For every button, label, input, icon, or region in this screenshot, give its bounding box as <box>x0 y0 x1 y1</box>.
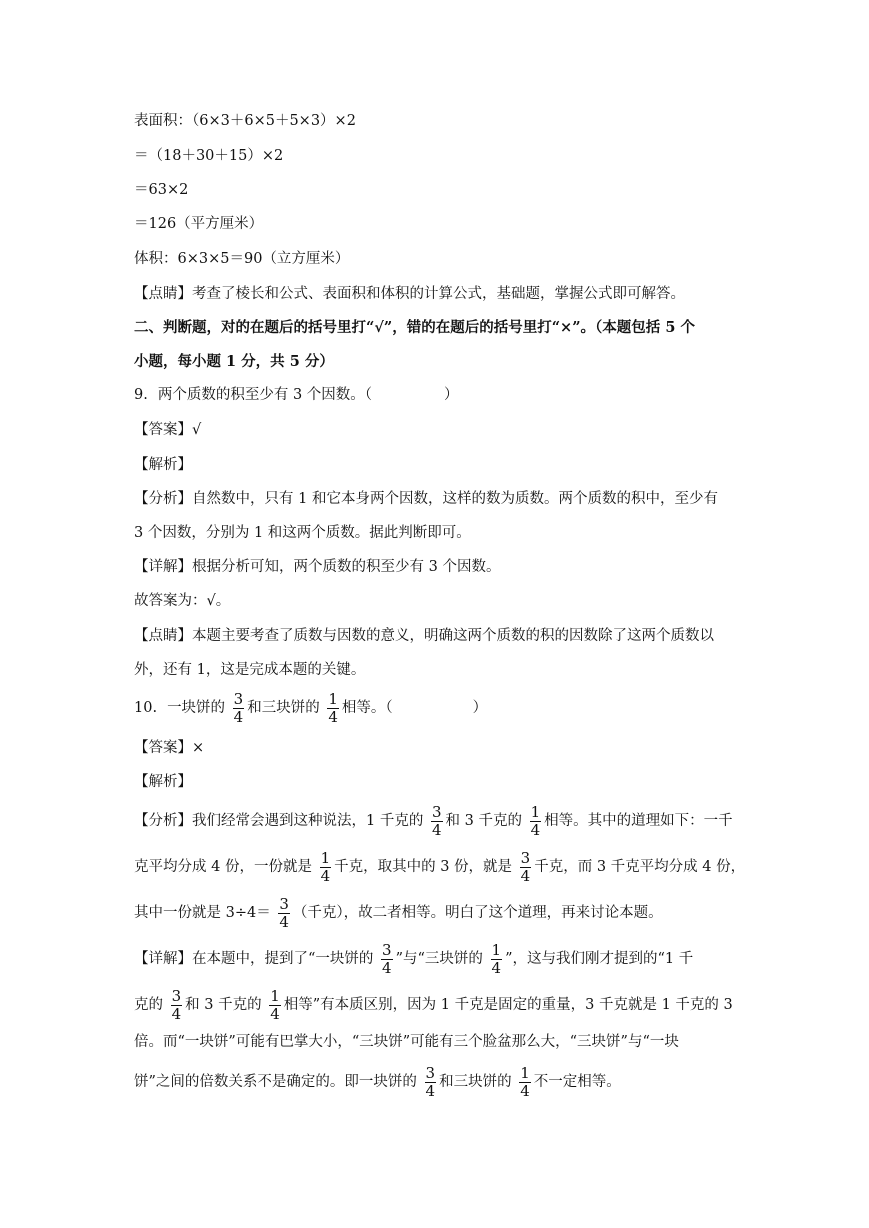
fraction-3-4: $\frac{3}{4}$ <box>431 802 442 839</box>
question-10: 10. 一块饼的 $\frac{3}{4}$ 和三块饼的 $\frac{1}{4}$ 相等。（ ） <box>134 689 488 726</box>
q10-analysis-line2: 克平均分成 4 份，一份就是 $\frac{1}{4}$ 千克，取其中的 3 份，就是 $\frac{3}{4}$ 千克，而 3 千克平均分成 4 份， <box>134 848 746 885</box>
calc-step-3: ＝126（平方厘米） <box>134 216 264 232</box>
section-heading-line1: 二、判断题，对的在题后的括号里打“√”，错的在题后的括号里打“×”。（本题包括 5 个 <box>134 319 695 336</box>
surface-area-line: 表面积：（6×3＋6×5＋5×3）×2 <box>134 113 356 129</box>
q10-answer: 【答案】× <box>134 740 205 756</box>
fraction-3-4: $\frac{3}{4}$ <box>279 894 289 931</box>
question-number: 10. <box>134 700 158 716</box>
answer-mark: × <box>192 740 205 756</box>
fraction-1-4: $\frac{1}{4}$ <box>520 1063 530 1100</box>
fraction-3-4: $\frac{3}{4}$ <box>520 848 531 885</box>
fraction-3-4: $\frac{3}{4}$ <box>425 1063 436 1100</box>
fraction-1-4: $\frac{1}{4}$ <box>530 802 541 839</box>
point-q8: 【点睛】考查了棱长和公式、表面积和体积的计算公式，基础题，掌握公式即可解答。 <box>134 286 685 302</box>
q9-detail: 【详解】根据分析可知，两个质数的积至少有 3 个因数。 <box>134 559 501 575</box>
q9-analysis-line2: 3 个因数，分别为 1 和这两个质数。据此判断即可。 <box>134 525 471 541</box>
q10-analysis-line1: 【分析】我们经常会遇到这种说法，1 千克的 $\frac{3}{4}$ 和 3 千克的 $\frac{1}{4}$ 相等。其中的道理如下：一千 <box>134 802 733 839</box>
calc-step-1: ＝（18＋30＋15）×2 <box>134 148 284 164</box>
fraction-1-4: $\frac{1}{4}$ <box>328 689 338 726</box>
q9-answer: 【答案】√ <box>134 422 202 438</box>
q10-jiexi: 【解析】 <box>134 774 192 790</box>
point-tag: 【点睛】 <box>134 286 192 302</box>
q9-jiexi: 【解析】 <box>134 457 192 473</box>
fraction-3-4: $\frac{3}{4}$ <box>233 689 244 726</box>
q10-detail-line1: 【详解】在本题中，提到了“一块饼的 $\frac{3}{4}$ ”与“三块饼的 $\frac{1}{4}$ ”，这与我们刚才提到的“1 千 <box>134 940 694 977</box>
fraction-3-4: $\frac{3}{4}$ <box>171 986 182 1023</box>
fraction-1-4: $\frac{1}{4}$ <box>270 986 280 1023</box>
fraction-3-4: $\frac{3}{4}$ <box>382 940 392 977</box>
section-heading-line2: 小题，每小题 1 分，共 5 分） <box>134 353 334 370</box>
calc-step-2: ＝63×2 <box>134 182 189 198</box>
q10-detail-line2: 克的 $\frac{3}{4}$ 和 3 千克的 $\frac{1}{4}$ 相等”有本质区别，因为 1 千克是固定的重量，3 千克就是 1 千克的 3 <box>134 986 733 1023</box>
q9-final-answer: 故答案为：√。 <box>134 593 231 609</box>
q9-analysis-line1: 【分析】自然数中，只有 1 和它本身两个因数，这样的数为质数。两个质数的积中，至少有 <box>134 491 718 507</box>
volume-line: 体积：6×3×5＝90（立方厘米） <box>134 251 350 267</box>
question-9: 9. 两个质数的积至少有 3 个因数。（ ） <box>134 387 459 403</box>
fraction-1-4: $\frac{1}{4}$ <box>491 940 502 977</box>
answer-mark: √ <box>192 422 202 438</box>
question-number: 9. <box>134 387 148 403</box>
q9-point-line1: 【点睛】本题主要考查了质数与因数的意义，明确这两个质数的积的因数除了这两个质数以 <box>134 628 714 644</box>
q10-detail-line3: 倍。而“一块饼”可能有巴掌大小，“三块饼”可能有三个脸盆那么大，“三块饼”与“一块 <box>134 1034 679 1050</box>
q10-analysis-line3: 其中一份就是 3÷4＝ $\frac{3}{4}$ （千克），故二者相等。明白了这个道理，再来讨论本题。 <box>134 894 663 931</box>
q10-detail-line4: 饼”之间的倍数关系不是确定的。即一块饼的 $\frac{3}{4}$ 和三块饼的 $\frac{1}{4}$ 不一定相等。 <box>134 1063 621 1100</box>
fraction-1-4: $\frac{1}{4}$ <box>320 848 331 885</box>
q9-point-line2: 外，还有 1，这是完成本题的关键。 <box>134 662 366 678</box>
